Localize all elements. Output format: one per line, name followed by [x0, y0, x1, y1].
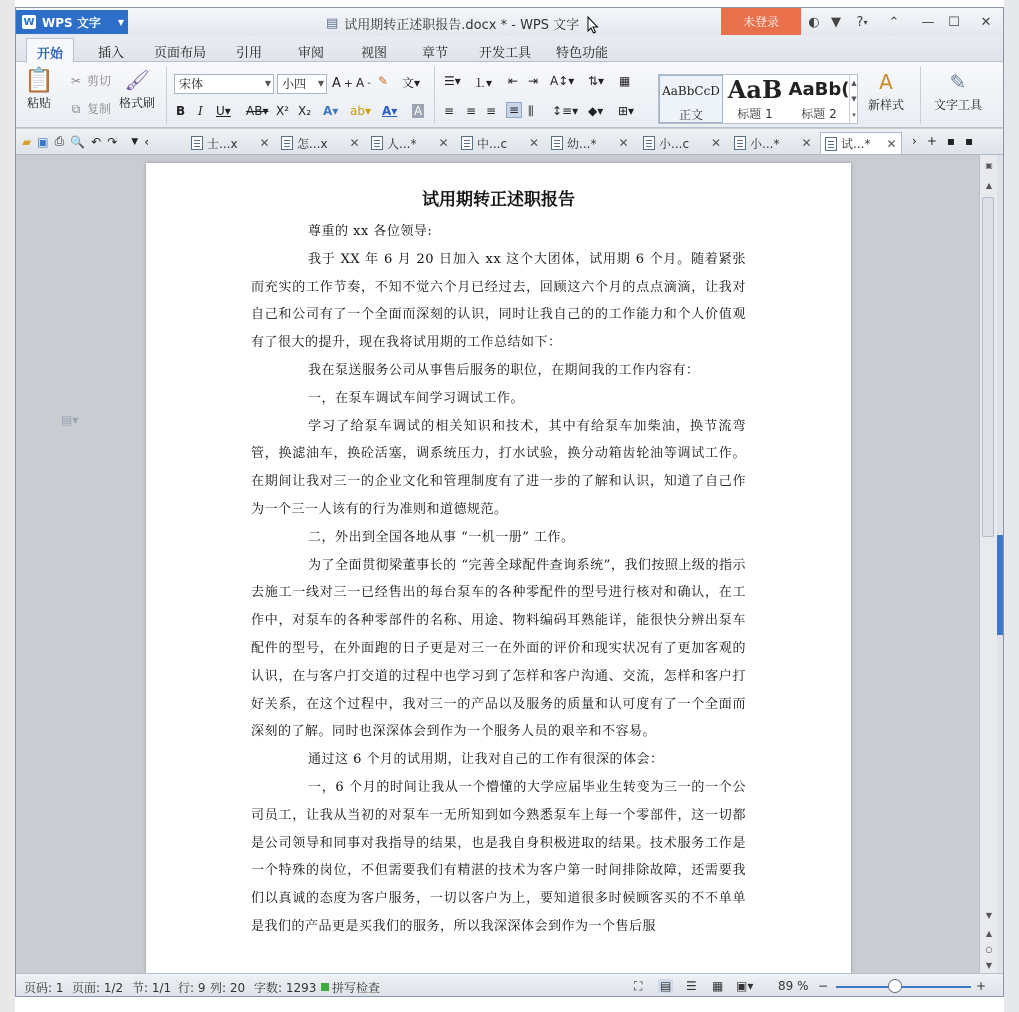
divider [166, 66, 167, 124]
status-section: 节: 1/1 [132, 981, 172, 995]
tab-chapter[interactable]: 章节 [422, 46, 449, 61]
page-nav-icon[interactable]: ▣ [985, 161, 993, 170]
text-tools-icon: ✎ [949, 70, 967, 94]
tab-features[interactable]: 特色功能 [556, 46, 609, 61]
document-icon [191, 136, 203, 150]
tab-scroll-left-icon[interactable]: ‹ [144, 134, 149, 149]
divider [434, 66, 435, 124]
document-icon [551, 136, 563, 150]
collapse-ribbon-icon[interactable]: ⌃ [888, 14, 900, 30]
font-size-select[interactable]: 小四 ▼ [277, 74, 327, 94]
bold-button[interactable]: B [176, 104, 186, 118]
tab-list-icon[interactable]: ▪ [946, 134, 956, 148]
document-icon [643, 136, 655, 150]
paragraph: 一，在泵车调试车间学习调试工作。 [308, 390, 525, 406]
scroll-up-arrow[interactable]: ▲ [985, 181, 993, 190]
paragraph: 二，外出到全国各地从事 “一机一册” 工作。 [308, 529, 575, 545]
previous-page-icon[interactable]: ▲ [985, 929, 993, 938]
align-right-button[interactable]: ≡ [486, 104, 497, 118]
shading-button[interactable]: ◆▾ [588, 104, 604, 118]
paste-button[interactable] [24, 68, 54, 111]
align-center-button[interactable]: ≡ [466, 104, 477, 118]
scroll-thumb[interactable] [982, 197, 994, 537]
copy-icon: ⧉ [71, 101, 81, 116]
table-icon[interactable]: ▦ [619, 74, 631, 88]
close-icon: ✕ [349, 136, 360, 150]
ribbon-tabs [16, 36, 1004, 62]
tab-options-icon[interactable]: ▪ [965, 134, 974, 148]
ribbon-home [16, 62, 1004, 128]
tab-page-layout[interactable]: 页面布局 [154, 46, 207, 61]
style-heading-1[interactable]: AaB 标题 1 [727, 75, 783, 121]
paragraph: 我在泵送服务公司从事售后服务的职位，在期间我的工作内容有： [308, 362, 700, 378]
tab-insert[interactable]: 插入 [98, 46, 125, 61]
doc-tab[interactable]: 幼...* ✕ [551, 132, 629, 154]
numbered-list-button[interactable]: ⒈▾ [474, 76, 493, 90]
background-window-right [1004, 0, 1019, 1012]
style-heading-2[interactable]: AaBb( 标题 2 [788, 79, 850, 121]
status-pages: 页面: 1/2 [72, 981, 124, 995]
document-icon [825, 137, 837, 151]
print-preview-icon[interactable]: 🔍 [70, 134, 86, 149]
zoom-out-button[interactable]: − [818, 979, 829, 993]
text-direction-button[interactable]: A↕▾ [550, 74, 575, 88]
mouse-cursor-icon [587, 16, 599, 34]
zoom-slider[interactable] [836, 986, 971, 988]
document-icon [461, 136, 473, 150]
quick-access-toolbar [22, 134, 149, 149]
close-icon: ✕ [886, 136, 897, 151]
title-bar [16, 8, 1004, 36]
reading-view-icon[interactable]: ▣▾ [736, 979, 754, 993]
open-icon[interactable]: ▰ [22, 134, 32, 149]
doc-tab[interactable]: 怎...x ✕ [281, 132, 360, 154]
outline-view-icon[interactable]: ☰ [686, 979, 697, 993]
tab-home[interactable]: 开始 [26, 38, 74, 63]
increase-indent-button[interactable]: ⇥ [528, 74, 539, 88]
paragraph: 尊重的 xx 各位领导: [308, 224, 433, 239]
zoom-in-button[interactable]: + [976, 979, 987, 993]
browse-object-icon[interactable]: ○ [985, 945, 993, 954]
tab-references[interactable]: 引用 [236, 46, 263, 61]
chevron-down-icon[interactable]: ▼ [131, 136, 139, 147]
status-words: 字数: 1293 [254, 981, 317, 995]
status-row: 行: 9 [178, 981, 206, 995]
decrease-indent-button[interactable]: ⇤ [508, 74, 519, 88]
window-title [326, 14, 579, 33]
justify-button[interactable]: ≡ [506, 102, 522, 118]
background-window-left [0, 0, 15, 1012]
document-area [16, 155, 979, 973]
sort-button[interactable]: ⇅▾ [588, 74, 605, 88]
divider [920, 66, 921, 124]
text-effect-button[interactable]: A▾ [323, 104, 339, 118]
status-bar [16, 973, 1004, 997]
paragraph: 为了全面贯彻梁董事长的 “完善全球配件查询系统”，我们按照上级的指示去施工一线对三一已经售出的每台泵车的各种零配件的型号进行核对和确认，在工作中，对泵车的各种零部件的名称、用途、物料编码耳熟能详，能很快分辨出泵车配件的型号，在外面跑的日子更是对三一在外面的评价和现实状况有了更加客观的认识，在与客户打交道的过程中也学习到了怎样和客户沟通、交流，怎样和客户打好关系，在这个过程中，我对三一的产品以及服务的质量和认可度有了一个全面而深刻的了解。同时也深深体会到作为一个服务人员的艰辛和不容易。 [251, 557, 746, 740]
zoom-level[interactable]: 89 % [778, 979, 809, 993]
spellcheck-indicator-icon [321, 983, 329, 991]
close-icon: ✕ [711, 136, 722, 150]
chevron-down-icon: ▼ [264, 79, 271, 88]
redo-icon[interactable]: ↷ [107, 134, 118, 149]
document-page[interactable] [146, 163, 851, 973]
close-icon: ✕ [618, 136, 629, 150]
doc-tab[interactable]: 中...c ✕ [461, 132, 539, 154]
clear-format-icon[interactable]: ✎ [378, 74, 389, 88]
chevron-down-icon: ▼ [117, 17, 124, 27]
grow-font-button[interactable]: A + [332, 76, 353, 91]
doc-tab[interactable]: 小...* ✕ [734, 132, 812, 154]
tab-controls [912, 134, 973, 148]
style-normal[interactable]: AaBbCcD 正文 [659, 75, 723, 123]
close-icon: ✕ [259, 136, 270, 150]
document-icon [281, 136, 293, 150]
close-icon: ✕ [801, 136, 812, 150]
borders-button[interactable]: ⊞▾ [618, 104, 635, 118]
document-icon: ▤ [326, 16, 339, 31]
tab-view[interactable]: 视图 [361, 46, 388, 61]
paragraph-menu-icon[interactable]: ▤▾ [61, 413, 79, 427]
font-name-select[interactable]: 宋体 ▼ [174, 74, 274, 94]
chevron-down-icon: ▼ [317, 79, 324, 88]
wps-logo-icon: W [23, 16, 35, 28]
clipboard-icon: 📋 [24, 66, 54, 94]
style-scroll[interactable]: ▲ ▼ ▾ [849, 75, 858, 123]
maximize-button[interactable]: ☐ [948, 14, 960, 30]
zoom-slider-handle[interactable] [888, 979, 902, 993]
doc-tab[interactable]: 士...x ✕ [191, 132, 270, 154]
app-label: WPS 文字 [42, 15, 101, 30]
save-icon[interactable]: ▣ [37, 134, 49, 149]
new-style-button[interactable]: A 新样式 [868, 70, 905, 112]
document-icon [734, 136, 746, 150]
pinyin-icon[interactable]: 文▾ [402, 76, 421, 90]
superscript-button[interactable]: X² [276, 104, 290, 118]
tab-scroll-right-icon[interactable]: › [912, 134, 917, 148]
new-tab-icon[interactable]: + [926, 134, 937, 148]
subscript-button[interactable]: X₂ [298, 104, 312, 118]
copy-button[interactable]: ⧉ 复制 [68, 100, 111, 117]
scroll-down-arrow[interactable]: ▼ [985, 911, 993, 920]
doc-title-text: 试用期转正述职报告.docx * - WPS 文字 [344, 18, 580, 33]
format-painter-button[interactable]: 🖌 格式刷 [119, 68, 156, 110]
close-icon: ✕ [438, 136, 449, 150]
doc-tab[interactable]: 小...c ✕ [643, 132, 721, 154]
app-menu-button[interactable] [16, 10, 128, 34]
skin-icon[interactable]: ◐ [808, 14, 820, 30]
shirt-icon[interactable]: ▼ [831, 14, 841, 30]
login-button[interactable]: 未登录 [721, 8, 801, 35]
new-style-icon: A [879, 70, 893, 94]
fullscreen-view-icon[interactable]: ⛶ [634, 979, 643, 993]
italic-button[interactable]: I [198, 104, 203, 118]
status-page: 页码: 1 [24, 981, 64, 995]
status-col: 列: 20 [210, 981, 246, 995]
font-color-button[interactable]: A▾ [382, 104, 398, 118]
document-tab-bar [16, 129, 1004, 155]
paste-label: 粘贴 [26, 96, 51, 110]
text-tools-button[interactable]: ✎ 文字工具 [934, 70, 983, 112]
bullet-list-button[interactable]: ☰▾ [444, 74, 461, 88]
paragraph: 学习了给泵车调试的相关知识和技术，其中有给泵车加柴油，换节流弯管，换滤油车，换砼活塞，调系统压力，打水试验，换分动箱齿轮油等调试工作。在期间让我对三一的企业文化和管理制度有了进一步的了解和认识，知道了自己作为一个三一人该有的行为准则和道德规范。 [251, 418, 746, 517]
undo-icon[interactable]: ↶ [91, 134, 102, 149]
paragraph: 我于 XX 年 6 月 20 日加入 xx 这个大团体，试用期 6 个月。随着紧张而充实的工作节奏，不知不觉六个月已经过去，回顾这六个月的点点滴滴，让我对自己和公司有了一个全面而深刻的认识，同时让我自己的的工作能力和个人价值观有了很大的提升，现在我将试用期的工作总结如下： [251, 251, 746, 351]
page-view-icon[interactable]: ▤ [660, 979, 672, 993]
doc-tab[interactable]: 人...* ✕ [371, 132, 449, 154]
style-gallery [658, 74, 858, 124]
vertical-scrollbar[interactable] [979, 155, 997, 973]
spellcheck-button[interactable]: 拼写检查 [332, 981, 381, 995]
close-icon: ✕ [529, 136, 540, 150]
underline-button[interactable]: U▾ [216, 104, 231, 118]
minimize-button[interactable]: — [921, 14, 935, 30]
side-panel-strip [997, 155, 1004, 973]
help-button[interactable]: ? ▾ [856, 14, 868, 30]
distribute-button[interactable]: ⫼ [528, 104, 534, 118]
document-body[interactable] [251, 218, 746, 941]
web-view-icon[interactable]: ▦ [712, 979, 724, 993]
doc-tab-active[interactable]: 试...* ✕ [820, 132, 902, 154]
tab-developer[interactable]: 开发工具 [479, 46, 532, 61]
paragraph: 通过这 6 个月的试用期，让我对自己的工作有很深的体会： [308, 752, 664, 768]
align-left-button[interactable]: ≡ [444, 104, 455, 118]
close-button[interactable]: ✕ [980, 14, 992, 30]
tab-review[interactable]: 审阅 [298, 46, 325, 61]
print-icon[interactable]: ⎙ [54, 134, 65, 148]
paragraph: 一，6 个月的时间让我从一个懵懂的大学应届毕业生转变为三一的一个公司员工，让我从当初的对泵车一无所知到如今熟悉泵车上每一个零部件，这一切都是公司领导和同事对我指导的结果，也是我自身积极进取的结果。技术服务工作是一个特殊的岗位，不但需要我们有精湛的技术为客户第一时间排除故障，还需要我们以真诚的态度为客户服务，一切以客户为上，要知道很多时候顾客买的不不单单是我们的产品更是买我们的服务，所以我深深体会到作为一个售后服 [251, 779, 746, 934]
document-icon [371, 136, 383, 150]
cut-button[interactable]: ✂ 剪切 [68, 72, 111, 89]
brush-icon: 🖌 [124, 68, 150, 92]
next-page-icon[interactable]: ▼ [985, 961, 993, 970]
shrink-font-button[interactable]: A - [356, 76, 371, 90]
char-shading-button[interactable]: A [414, 104, 423, 118]
side-panel-toggle[interactable] [997, 535, 1004, 635]
scissors-icon: ✂ [70, 73, 82, 88]
line-spacing-button[interactable]: ↕≡▾ [552, 104, 579, 118]
document-heading: 试用期转正述职报告 [422, 190, 575, 210]
strikethrough-button[interactable]: AB▾ [246, 104, 269, 118]
highlight-button[interactable]: ab▾ [350, 104, 371, 118]
wps-window [15, 7, 1004, 997]
